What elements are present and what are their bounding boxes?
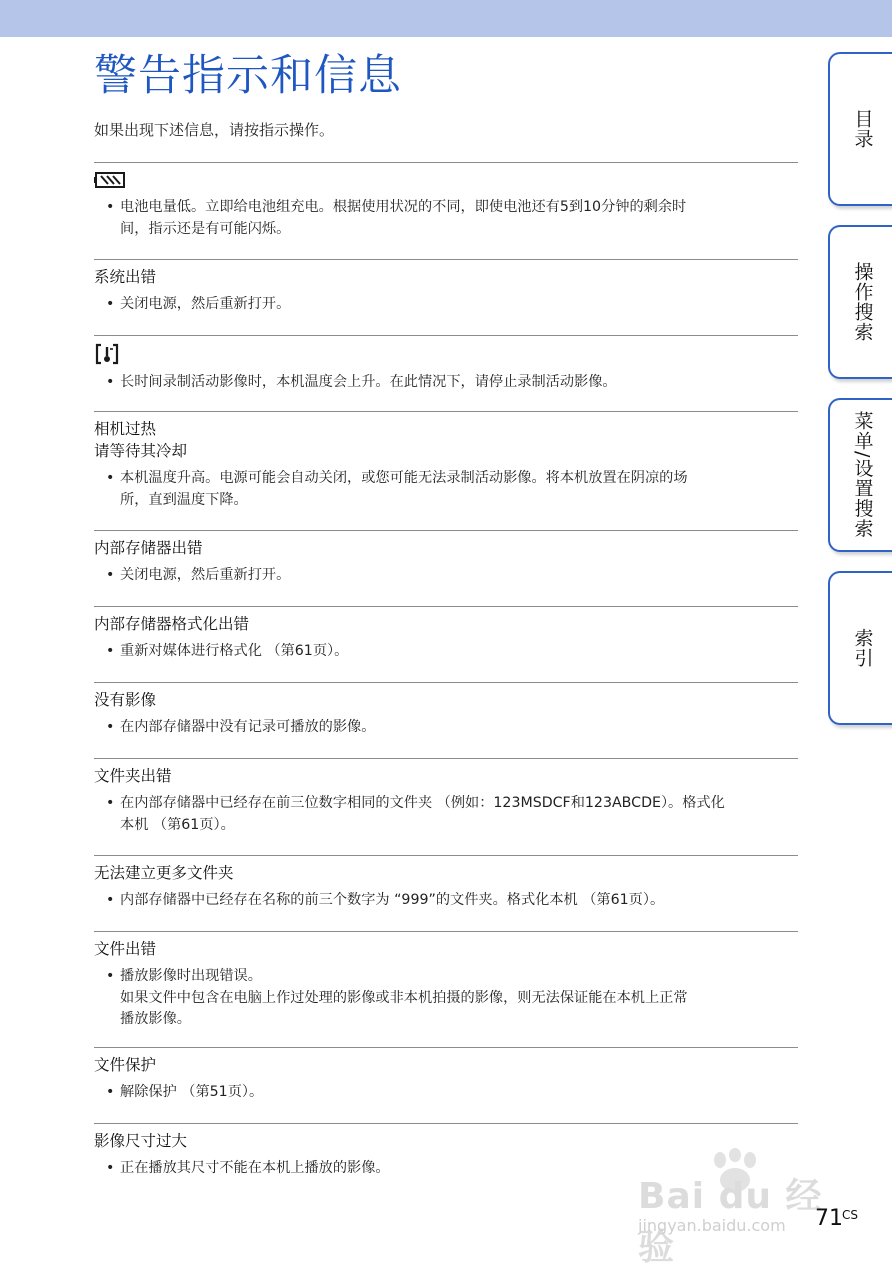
message-section xyxy=(94,530,798,587)
message-section-battery-low xyxy=(94,162,798,240)
bullet: • xyxy=(106,296,115,312)
message-section xyxy=(94,606,798,663)
page-number-suffix: CS xyxy=(842,1208,858,1222)
message-body: 播放影像时出现错误。 如果文件中包含在电脑上作过处理的影像或非本机拍摄的影像，则无法保证能在本机上正常 播放影像。 xyxy=(120,968,688,1027)
bullet: • xyxy=(106,199,115,215)
message-body: 内部存储器中已经存在名称的前三个数字为 “999”的文件夹。格式化本机 （第61页）。 xyxy=(120,892,665,908)
message-body: 关闭电源，然后重新打开。 xyxy=(120,567,291,583)
bullet: • xyxy=(106,643,115,659)
intro-text: 如果出现下述信息，请按指示操作。 xyxy=(94,121,335,139)
message-section xyxy=(94,259,798,316)
message-body: 本机温度升高。电源可能会自动关闭，或您可能无法录制活动影像。将本机放置在阴凉的场 所，直到温度下降。 xyxy=(120,470,688,508)
message-heading: 系统出错 xyxy=(94,268,157,286)
tab-menu-settings-search[interactable]: 菜单/设置搜索 xyxy=(828,398,892,552)
watermark-url: jingyan.baidu.com xyxy=(638,1216,786,1235)
message-section xyxy=(94,855,798,912)
message-section xyxy=(94,1047,798,1104)
message-body: 长时间录制活动影像时，本机温度会上升。在此情况下，请停止录制活动影像。 xyxy=(120,374,617,390)
bullet: • xyxy=(106,1084,115,1100)
message-body: 在内部存储器中已经存在前三位数字相同的文件夹 （例如：123MSDCF和123ABCDE）。格式化 本机 （第61页）。 xyxy=(120,795,725,833)
bullet: • xyxy=(106,1160,115,1176)
bullet: • xyxy=(106,567,115,583)
tab-index[interactable]: 索引 xyxy=(828,571,892,725)
bullet: • xyxy=(106,374,115,390)
message-heading: 内部存储器格式化出错 xyxy=(94,615,250,633)
message-section-temperature xyxy=(94,335,798,394)
battery-low-icon xyxy=(94,172,128,189)
message-body: 电池电量低。立即给电池组充电。根据使用状况的不同，即使电池还有5到10分钟的剩余时 间，指示还是有可能闪烁。 xyxy=(120,199,687,237)
page-title: 警告指示和信息 xyxy=(94,51,402,101)
bullet: • xyxy=(106,968,115,984)
message-body: 关闭电源，然后重新打开。 xyxy=(120,296,291,312)
message-section xyxy=(94,411,798,511)
bullet: • xyxy=(106,795,115,811)
top-color-band xyxy=(0,0,892,37)
message-heading: 无法建立更多文件夹 xyxy=(94,864,234,882)
message-heading-secondary: 请等待其冷却 xyxy=(94,442,188,460)
message-heading: 文件保护 xyxy=(94,1056,157,1074)
message-heading: 文件夹出错 xyxy=(94,767,172,785)
bullet: • xyxy=(106,470,115,486)
message-body: 重新对媒体进行格式化 （第61页）。 xyxy=(120,643,349,659)
message-section xyxy=(94,931,798,1031)
bullet: • xyxy=(106,719,115,735)
message-heading: 影像尺寸过大 xyxy=(94,1132,188,1150)
tab-operation-search[interactable]: 操作搜索 xyxy=(828,225,892,379)
message-section xyxy=(94,758,798,836)
watermark-text: Bai du 经验 xyxy=(638,1176,823,1268)
baidu-watermark xyxy=(632,1148,842,1268)
message-heading: 没有影像 xyxy=(94,691,157,709)
message-body: 在内部存储器中没有记录可播放的影像。 xyxy=(120,719,376,735)
message-heading: 相机过热 xyxy=(94,420,157,438)
message-heading: 内部存储器出错 xyxy=(94,539,203,557)
message-section xyxy=(94,682,798,739)
tab-table-of-contents[interactable]: 目录 xyxy=(828,52,892,206)
message-heading: 文件出错 xyxy=(94,940,157,958)
bullet: • xyxy=(106,892,115,908)
page-number: 71 xyxy=(815,1206,843,1231)
message-body: 解除保护 （第51页）。 xyxy=(120,1084,264,1100)
message-body: 正在播放其尺寸不能在本机上播放的影像。 xyxy=(120,1160,390,1176)
camera-temperature-warning-icon xyxy=(94,343,120,365)
